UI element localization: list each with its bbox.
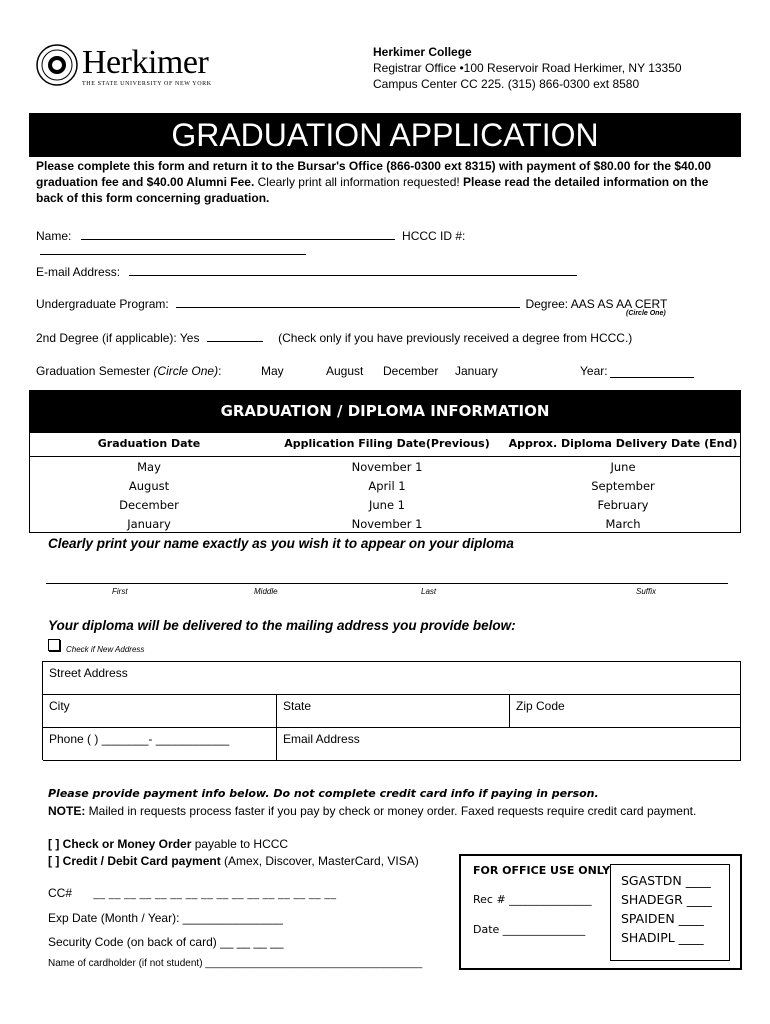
logo-subtitle: THE STATE UNIVERSITY OF NEW YORK (82, 81, 212, 87)
semester-colon: : (218, 364, 222, 378)
year-label: Year: (580, 364, 608, 378)
diploma-suffix-label: Suffix (636, 587, 657, 596)
intro-bold-1: Please complete this form and return it to the Bursar's Office (866-0300 ext 8315) with payment of $80.00 for the $40.00 graduation fee and $40.00 Alumni Fee. (36, 159, 712, 189)
office-codes-box (610, 864, 730, 961)
phone-field[interactable] (43, 728, 277, 761)
semester-december[interactable]: December (383, 364, 439, 378)
security-code-field[interactable]: Security Code (on back of card) __ __ __ __ (48, 935, 284, 949)
semester-may[interactable]: May (261, 364, 284, 378)
card-option-bold: [ ] Credit / Debit Card payment (48, 854, 221, 868)
new-address-label: Check if New Address (66, 645, 145, 654)
name-input[interactable] (81, 228, 395, 240)
office-code: SPAIDEN ____ (621, 911, 704, 926)
office-code: SHADIPL ____ (621, 930, 704, 945)
payment-heading: Please provide payment info below. Do not complete credit card info if paying in person. (48, 787, 599, 800)
table-row (30, 515, 740, 534)
note-label: NOTE: (48, 804, 86, 818)
table-row (30, 477, 740, 496)
title-bar (29, 113, 741, 157)
check-option[interactable] (48, 837, 288, 851)
office-rec-field[interactable]: Rec # _______________ (473, 893, 592, 906)
address-table (42, 661, 741, 760)
table-cell: November 1 (351, 460, 423, 474)
semester-august[interactable]: August (326, 364, 364, 378)
semester-january[interactable]: January (455, 364, 498, 378)
city-field[interactable] (43, 695, 277, 728)
table-cell: January (127, 517, 171, 531)
office-use-title: FOR OFFICE USE ONLY (473, 864, 611, 877)
semester-row (36, 364, 736, 380)
office-date-field[interactable]: Date _______________ (473, 923, 586, 936)
table-header-row (30, 433, 740, 457)
cc-row (48, 886, 337, 900)
intro-bold-2: Please read the detailed information on the back of this form concerning graduation. (36, 175, 709, 205)
note-text: Mailed in requests process faster if you pay by check or money order. Faxed requests require credit card payment. (85, 804, 697, 818)
col-delivery-date: Approx. Diploma Delivery Date (End) (508, 437, 738, 450)
hccc-id-label: HCCC ID #: (402, 229, 466, 243)
table-cell: June (610, 460, 636, 474)
street-address-label: Street Address (49, 666, 128, 680)
cc-input[interactable]: __ __ __ __ __ __ __ __ __ __ __ __ __ __ __ __ (93, 889, 337, 900)
year-input[interactable] (610, 366, 694, 378)
col-filing-date: Application Filing Date(Previous) (284, 437, 490, 450)
check-option-rest: payable to HCCC (191, 837, 289, 851)
phone-label: Phone ( ) _______- ___________ (49, 732, 230, 746)
second-degree-row (36, 330, 632, 345)
second-degree-input[interactable] (207, 330, 263, 342)
street-address-field[interactable] (43, 662, 741, 695)
college-address (373, 44, 682, 92)
new-address-checkbox[interactable] (48, 639, 60, 651)
office-use-box (459, 854, 742, 970)
table-cell: April 1 (368, 479, 406, 493)
second-degree-label: 2nd Degree (if applicable): Yes (36, 331, 200, 345)
program-label: Undergraduate Program: (36, 297, 169, 311)
diploma-name-line[interactable] (46, 583, 728, 584)
diploma-name-heading: Clearly print your name exactly as you wish it to appear on your diploma (48, 536, 514, 551)
diploma-last-label: Last (421, 587, 437, 596)
office-code: SGASTDN ____ (621, 873, 711, 888)
table-cell: November 1 (351, 517, 423, 531)
table-cell: August (128, 479, 170, 493)
program-input[interactable] (176, 296, 520, 308)
table-cell: February (597, 498, 649, 512)
degree-options[interactable]: Degree: AAS AS AA CERT (525, 297, 668, 311)
logo-name: Herkimer (82, 44, 209, 81)
table-row (30, 458, 740, 477)
program-row (36, 296, 756, 311)
intro-text (36, 158, 726, 206)
cc-label: CC# (48, 886, 73, 900)
check-option-bold: [ ] Check or Money Order (48, 837, 192, 851)
diploma-middle-label: Middle (254, 587, 278, 596)
table-cell: June 1 (368, 498, 406, 512)
diploma-info-table (29, 433, 741, 533)
diploma-info-header (29, 390, 741, 433)
table-cell: December (119, 498, 179, 512)
city-label: City (49, 699, 70, 713)
card-option[interactable] (48, 854, 419, 868)
name-label: Name: (36, 229, 72, 243)
second-degree-note: (Check only if you have previously received a degree from HCCC.) (278, 331, 633, 345)
name-row (36, 228, 736, 258)
office-code: SHADEGR ____ (621, 892, 712, 907)
address-line-2: Campus Center CC 225. (315) 866-0300 ext 8580 (373, 77, 640, 91)
table-cell: May (137, 460, 161, 474)
email-label: E-mail Address: (36, 265, 121, 279)
hccc-id-input[interactable] (40, 243, 306, 255)
card-option-rest: (Amex, Discover, MasterCard, VISA) (220, 854, 419, 868)
table-cell: March (605, 517, 641, 531)
state-field[interactable] (277, 695, 510, 728)
email-row (36, 264, 577, 279)
exp-date-field[interactable]: Exp Date (Month / Year): _______________ (48, 911, 283, 925)
page-title: GRADUATION APPLICATION (171, 117, 599, 153)
zip-field[interactable] (510, 695, 741, 728)
seal-icon (36, 44, 78, 86)
email-address-label: Email Address (283, 732, 360, 746)
diploma-info-title: GRADUATION / DIPLOMA INFORMATION (220, 402, 550, 420)
degree-circle-note: (Circle One) (626, 310, 666, 317)
email-input[interactable] (129, 264, 577, 276)
intro-normal: Clearly print all information requested! (254, 175, 464, 189)
state-label: State (283, 699, 312, 713)
payment-note (48, 804, 696, 818)
mailing-heading: Your diploma will be delivered to the mailing address you provide below: (48, 618, 516, 633)
table-row (30, 496, 740, 515)
address-line-1: Registrar Office •100 Reservoir Road Herkimer, NY 13350 (373, 61, 682, 75)
semester-label: Graduation Semester (36, 364, 151, 378)
cardholder-field[interactable]: Name of cardholder (if not student) _______________________________________ (48, 958, 423, 969)
zip-label: Zip Code (516, 699, 565, 713)
college-name: Herkimer College (373, 45, 472, 59)
email-address-field[interactable] (277, 728, 741, 761)
college-logo (36, 44, 236, 90)
col-graduation-date: Graduation Date (97, 437, 201, 450)
diploma-first-label: First (112, 587, 128, 596)
table-cell: September (591, 479, 655, 493)
semester-circle-note: (Circle One) (153, 364, 219, 378)
